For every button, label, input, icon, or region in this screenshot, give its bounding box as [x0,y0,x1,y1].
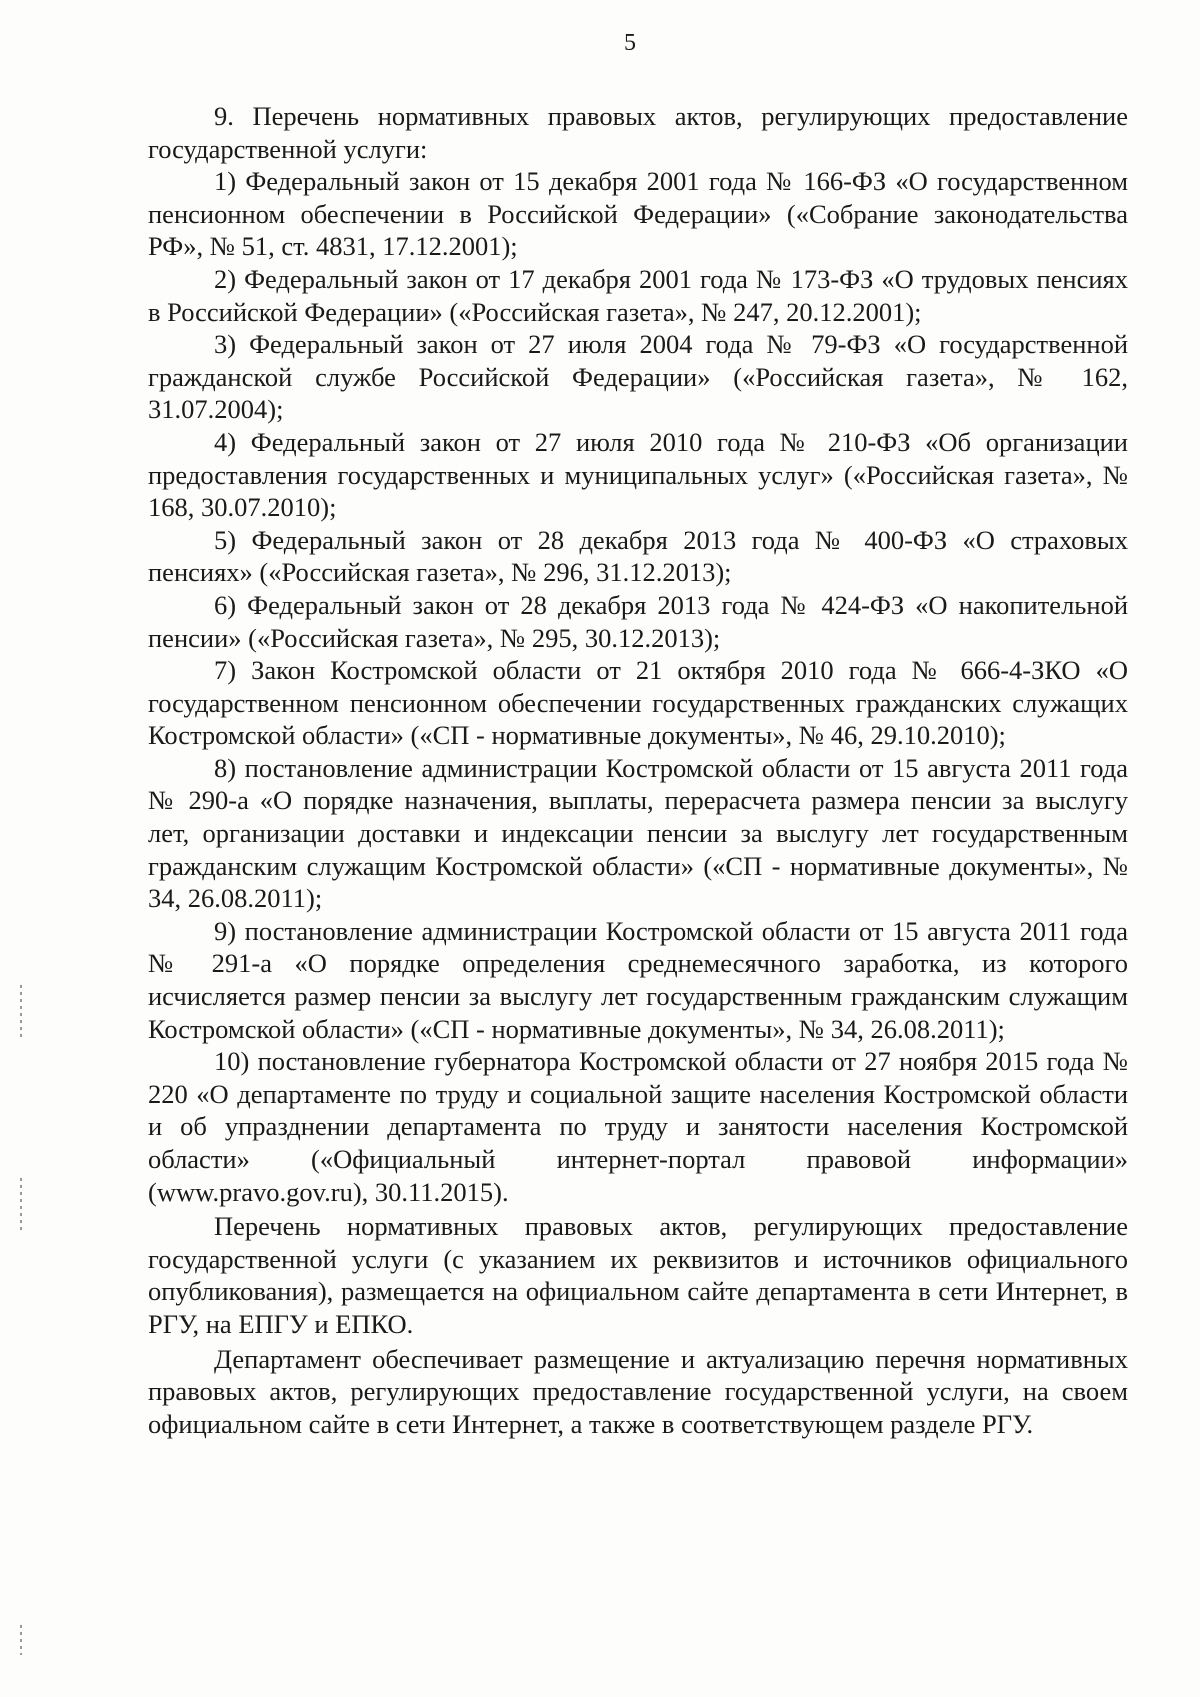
scan-artifact [20,985,22,1037]
list-item-9: 9) постановление администрации Костромской области от 15 августа 2011 года № 291-а «О порядке определения среднемесячного заработка, из которого исчисляется размер пенсии за выслугу лет государственным гражданским служащим Костромской области» («СП - нормативные документы», № 34, 26.08.2011); [148,915,1128,1044]
list-item-8: 8) постановление администрации Костромской области от 15 августа 2011 года № 290-а «О порядке назначения, выплаты, перерасчета размера пенсии за выслугу лет, организации доставки и индексации пенсии за выслугу лет государственным гражданским служащим Костромской области» («СП - нормативные документы», № 34, 26.08.2011); [148,752,1128,914]
list-item-3: 3) Федеральный закон от 27 июля 2004 года № 79-ФЗ «О государственной гражданской службе Российской Федерации» («Российская газета», № 162, 31.07.2004); [148,329,1128,425]
scan-artifact [20,1625,22,1655]
paragraph-department: Департамент обеспечивает размещение и актуализацию перечня нормативных правовых актов, регулирующих предоставление государственной услуги, на своем официальном сайте в сети Интернет, а также в соответствующем разделе РГУ. [148,1343,1128,1439]
document-body [148,100,1128,1440]
paragraph-list-publication: Перечень нормативных правовых актов, регулирующих предоставление государственной услуги (с указанием их реквизитов и источников официального опубликования), размещается на официальном сайте департамента в сети Интернет, в РГУ, на ЕПГУ и ЕПКО. [148,1211,1128,1339]
list-item-5: 5) Федеральный закон от 28 декабря 2013 года № 400-ФЗ «О страховых пенсиях» («Российская газета», № 296, 31.12.2013); [148,524,1128,588]
list-item-2: 2) Федеральный закон от 17 декабря 2001 года № 173-ФЗ «О трудовых пенсиях в Российской Федерации» («Российская газета», № 247, 20.12.2001); [148,263,1128,327]
section-intro: 9. Перечень нормативных правовых актов, регулирующих предоставление государственной услуги: [148,101,1128,164]
list-item-10: 10) постановление губернатора Костромской области от 27 ноября 2015 года № 220 «О департаменте по труду и социальной защите населения Костромской области и об упразднении департамента по труду и занятости населения Костромской области» («Официальный интернет-портал правовой информации» (www.pravo.gov.ru), 30.11.2015). [148,1046,1128,1207]
list-item-4: 4) Федеральный закон от 27 июля 2010 года № 210-ФЗ «Об организации предоставления государственных и муниципальных услуг» («Российская газета», № 168, 30.07.2010); [148,426,1128,523]
page-number: 5 [624,30,636,56]
list-item-7: 7) Закон Костромской области от 21 октября 2010 года № 666-4-ЗКО «О государственном пенсионном обеспечении государственных гражданских служащих Костромской области» («СП - нормативные документы», № 46, 29.10.2010); [148,655,1128,751]
scan-artifact [20,1178,22,1230]
list-item-1: 1) Федеральный закон от 15 декабря 2001 года № 166-ФЗ «О государственном пенсионном обеспечении в Российской Федерации» («Собрание законодательства РФ», № 51, ст. 4831, 17.12.2001); [148,166,1128,262]
list-item-6: 6) Федеральный закон от 28 декабря 2013 года № 424-ФЗ «О накопительной пенсии» («Российская газета», № 295, 30.12.2013); [148,589,1128,653]
